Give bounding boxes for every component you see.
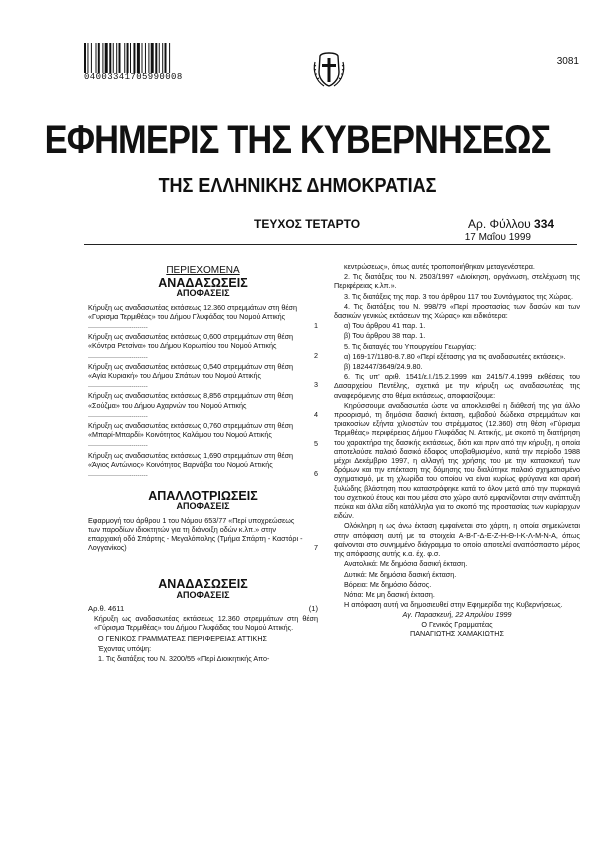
decision-item-1: 1. Τις διατάξεις του Ν. 3200/55 «Περί Διοικητικής Απο- [98,653,270,663]
barcode-bar [119,43,121,73]
barcode-bar [98,43,100,73]
body-paragraph: α) 169-17/1180-8.7.80 «Περί εξέτασης για τις αναδασωτέες εκτάσεις». [344,351,566,361]
barcode-bar [87,43,88,73]
signature-name: ΠΑΝΑΓΙΩΤΗΣ ΧΑΜΑΚΙΩΤΗΣ [410,628,504,638]
toc-entry-text: Κήρυξη ως αναδασωτέας εκτάσεως 0,760 στρεμμάτων στη θέση «Μπαρί-Μπαρδί» Κοινότητος Καλάμου του Νομού Αττικής .............................. [88,421,293,449]
toc-entry-text: Κήρυξη ως αναδασωτέας εκτάσεως 0,600 στρεμμάτων στη θέση «Κόντρα Ρετσίνα» του Δήμου Κορωπίου του Νομού Αττικής .............................. [88,332,293,360]
body-paragraph: 5. Τις διαταγές του Υπουργείου Γεωργίας: [344,341,477,351]
barcode-bar [102,43,103,73]
left-column [88,262,318,664]
barcode-bar [91,43,92,73]
body-paragraph: Ανατολικά: Με δημόσια δασική έκταση. [344,559,468,569]
gazette-title: ΕΦΗΜΕΡΙΣ ΤΗΣ ΚΥΒΕΡΝΗΣΕΩΣ [44,118,551,162]
body-paragraph: κεντρώσεως», όπως αυτές τροποποιήθηκαν μεταγενέστερα. [344,262,535,271]
barcode-bar [137,43,140,73]
decision-issuer: Ο ΓΕΝΙΚΟΣ ΓΡΑΜΜΑΤΕΑΣ ΠΕΡΙΦΕΡΕΙΑΣ ΑΤΤΙΚΗΣ [98,633,267,643]
toc-entry-text: Κήρυξη ως αναδασωτέας εκτάσεως 1,690 στρεμμάτων στη θέση «Άγιος Αντώνιος» Κοινότητος Βαρνάβα του Νομού Αττικής .............................. [88,450,293,479]
contents-section-title: ΑΠΑΛΛΟΤΡΙΩΣΕΙΣ [148,489,258,504]
sheet-number: 334 [534,217,555,231]
barcode-bar [96,43,97,73]
body-paragraph: Βόρεια: Με δημόσιο δάσος. [344,579,432,589]
toc-entry [88,362,318,390]
body-paragraph: 2. Τις διατάξεις του Ν. 2503/1997 «Διοίκηση, οργάνωση, στελέχωση της Περιφέρειας κ.λπ.». [334,272,580,291]
toc-entry [88,303,318,331]
barcode-bar [116,43,117,73]
body-paragraph: β) 182447/3649/24.9.80. [344,362,423,372]
toc-entry [88,516,318,553]
barcode-bar [169,43,170,73]
toc-entry-page: 6 [314,469,318,479]
toc-entry-text: Εφαρμογή του άρθρου 1 του Νόμου 653/77 «Περί υποχρεώσεως των παροδίων ιδιοκτητών για τη διάνοιξη οδών κ.λπ.» στην επαρχιακή οδό Σπάρτης - Μεγαλόπολης (Τμήμα Σπάρτη - Καστόρι - Λογγανίκος) [88,515,303,553]
barcode-bar [142,43,143,73]
body-paragraph: Νότια: Με μη δασική έκταση. [344,589,435,599]
toc-entry-page: 1 [314,321,318,331]
decision-section-title: ΑΝΑΔΑΣΩΣΕΙΣ [158,577,248,592]
body-paragraph: Ολόκληρη η ως άνω έκταση εμφαίνεται στο χάρτη, η οποία σημειώνεται στην απόφαση αυτή με τα στοιχεία Α-Β-Γ-Δ-Ε-Ζ-Η-Θ-Ι-Κ-Λ-Μ-Ν-Α, όπως φαίνονται στο συνημμένο διάγραμμα το οποίο αποτελεί αναπόσπαστο μέρος της απόφασης αυτής κ.α. έχ. φ.σ. [334,521,580,559]
barcode-bar [84,43,86,73]
decision-number-ref: (1) [308,603,318,613]
body-paragraph: Δυτικά: Με δημόσια δασική έκταση. [344,569,457,579]
barcode-bar [124,43,125,73]
issue-date: 17 Μαΐου 1999 [464,232,531,243]
toc-entry [88,421,318,449]
decision-subject: Κήρυξη ως αναδασωτέας εκτάσεως 12.360 στρεμμάτων στη θέση «Γύρισμα Τερμιθέας» του Δήμου Γλυφάδας του Νομού Αττικής. [94,614,318,633]
barcode-bar [155,43,157,73]
body-paragraph: Κηρύσσουμε αναδασωτέα ώστε να αποκλεισθεί η διάθεσή της για άλλο προορισμό, τη δημόσια δασική έκταση, εμβαδού δώδεκα στρεμμάτων και τριακοσίων εξήντα χιλιοστών του στρέμματος (12.360) στη θέση «Γύρισμα Τερμιθέας» περιφέρειας Δήμου Γλυφάδας Ν. Αττικής, με σκοπό τη διατήρηση του χαρακτήρα της δασικής εκτάσεως, διότι και πριν από την κήρυξη, η οποία αποτελούσε παλαιό δασικό έδαφος υποβαθμισμένο, κατά την περίοδο 1988 μέχρι Δεκέμβριο 1997, η αλλαγή της χρήσης του με την κατασκευή των δρόμων και την επέκταση της δόμησης του διαλύτηκε παλαιό σχηματισμένο σχηματισμό, με τη χλωρίδα του οποίου να είναι κυρίως φρύγανα και αραιή ξυλώδης βλάστηση που καταστράφηκε κατά το όλον μετά από την πυρκαγιά του σχετικού έτους και που μέσα στο χώρο αυτό εμφανίζονται στην ανάπτυξη πεύκα και άλλα είδη κατάλληλα για το σκοπό της προστασίας των κυρίαρχων ειδών. [334,400,580,521]
barcode-number: 04003341705990008 [84,72,183,82]
barcode-bar [105,43,108,73]
barcode-bar [127,43,129,73]
contents-section-title: ΑΝΑΔΑΣΩΣΕΙΣ [158,276,248,291]
toc-list [88,303,318,479]
barcode-bar [151,43,154,73]
page-number: 3081 [556,56,579,67]
right-column-paragraphs [334,262,580,609]
gazette-subtitle: ΤΗΣ ΕΛΛΗΝΙΚΗΣ ΔΗΜΟΚΡΑΤΙΑΣ [158,175,437,197]
signature-role: Ο Γενικός Γραμματέας [421,619,493,629]
sheet-number-block [468,217,554,231]
decision-number: Αρ.θ. 4611 [88,603,125,613]
contents-heading: ΠΕΡΙΕΧΟΜΕΝΑ [166,265,240,276]
toc-entry-page: 7 [314,543,318,553]
barcode-bar [165,43,167,73]
contents-section-subtitle: ΑΠΟΦΑΣΕΙΣ [176,501,230,512]
body-paragraph: 3. Τις διατάξεις της παρ. 3 του άρθρου 117 του Συντάγματος της Χώρας. [344,291,573,301]
toc-entry-page: 4 [314,409,318,419]
barcode-bar [109,43,111,73]
toc-entry-page: 2 [314,350,318,360]
barcode [84,43,212,73]
toc-entry-page: 3 [314,380,318,390]
body-paragraph: β) Του άρθρου 38 παρ. 1. [344,331,426,341]
barcode-bar [113,43,114,73]
toc-entry-text: Κήρυξη ως αναδασωτέας εκτάσεως 12.360 στρεμμάτων στη θέση «Γυρισμα Τερμιθέας» του Δήμου Γλυφάδας του Νομού Αττικής .............................. [88,302,297,331]
barcode-bar [148,43,149,73]
barcode-bar [145,43,146,73]
issue-label: ΤΕΥΧΟΣ ΤΕΤΑΡΤΟ [254,217,361,231]
toc-entry [88,451,318,479]
contents-section-subtitle: ΑΠΟΦΑΣΕΙΣ [176,288,230,299]
body-paragraph: 4. Τις διατάξεις του Ν. 998/79 «Περί προστασίας των δασών και των δασικών γενικώς εκτάσεων της Χώρας» και ειδικότερα: [334,301,580,321]
barcode-bar [159,43,160,73]
toc-entry-page: 5 [314,439,318,449]
header-rule [84,244,577,245]
barcode-bar [130,43,131,73]
decision-having-regard: Έχοντας υπόψη: [98,643,152,653]
barcode-bar [133,43,135,73]
right-column [334,262,580,638]
toc-entry-text: Κήρυξη ως αναδασωτέας εκτάσεως 0,540 στρεμμάτων στη θέση «Αγία Κυριακή» του Δήμου Σπάτων του Νομού Αττικής .............................. [88,361,293,390]
toc-entry [88,391,318,419]
body-paragraph: α) Του άρθρου 41 παρ. 1. [344,321,426,331]
signature-place-date: Αγ. Παρασκευή, 22 Απριλίου 1999 [402,610,512,620]
toc-entry [88,332,318,360]
barcode-bar [162,43,163,73]
body-paragraph: 6. Τις υπ' αριθ. 1541/ε.Ι./15.2.1999 και 2415/7.4.1999 εκθέσεις του Δασαρχείου Πεντέλης, σχετικά με την κήρυξη ως αναδασωτέας της αναφερόμενης στο θέμα εκτάσεως, αποφασίζουμε: [334,372,580,400]
sheet-label: Αρ. Φύλλου [468,217,531,231]
body-paragraph: Η απόφαση αυτή να δημοσιευθεί στην Εφημερίδα της Κυβερνήσεως. [344,600,563,610]
decision-section-subtitle: ΑΠΟΦΑΣΕΙΣ [176,589,230,600]
toc-entry-text: Κήρυξη ως αναδασωτέας εκτάσεως 8,856 στρεμμάτων στη θέση «Σούζμα» του Δήμου Αχαρνών του Νομού Αττικής .............................. [88,391,293,419]
decision-number-row [88,604,318,613]
greek-coat-of-arms-icon [312,50,346,88]
